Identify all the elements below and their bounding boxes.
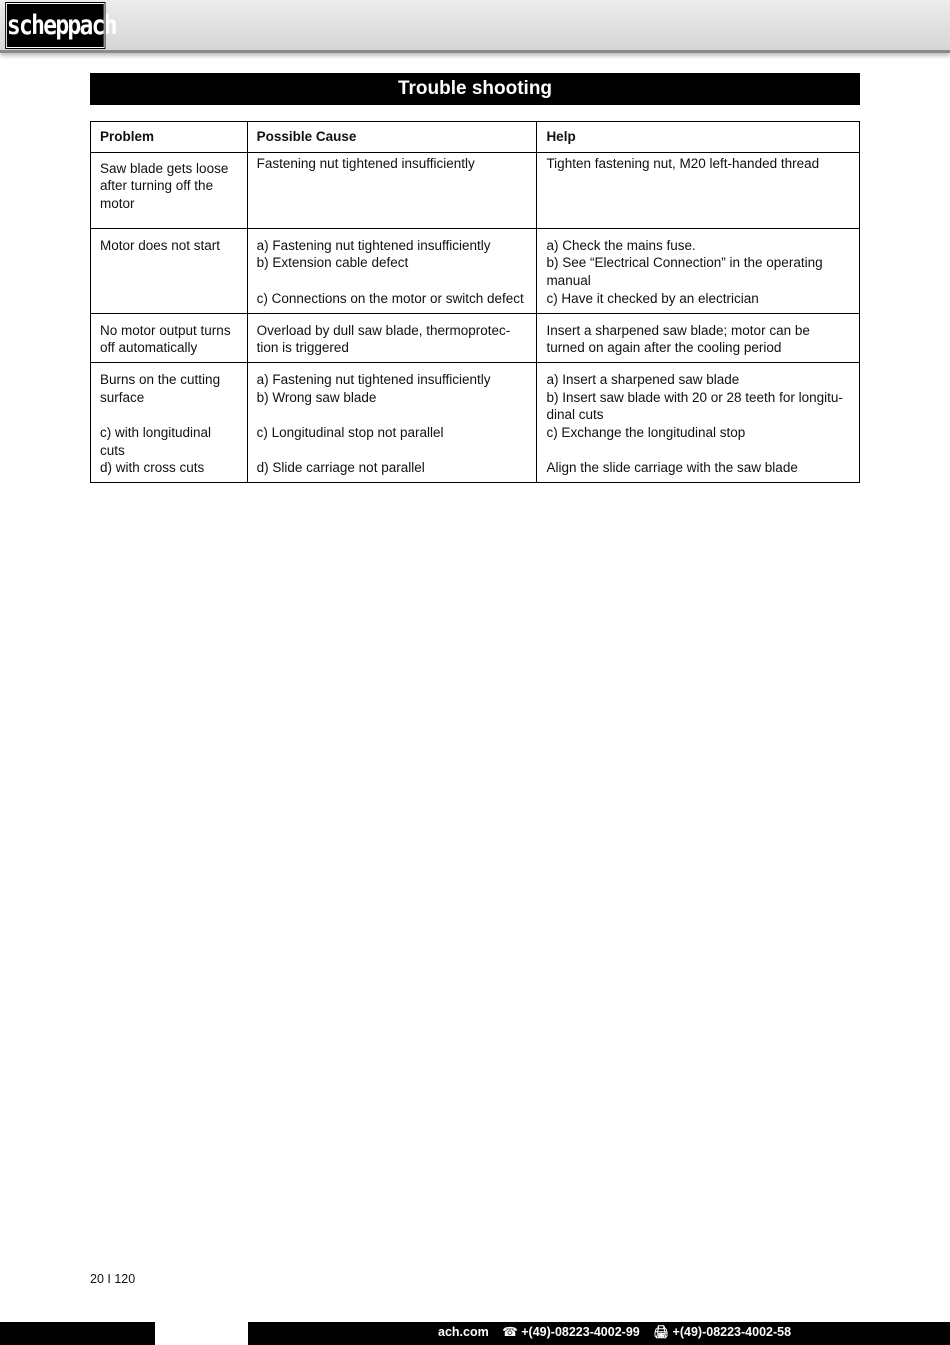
footer-contact	[438, 1322, 801, 1345]
header-help: Help	[537, 122, 860, 153]
cause-text-line: b) Wrong saw blade	[256, 389, 377, 405]
cell-problem	[91, 313, 248, 362]
cell-help	[537, 313, 860, 362]
cause-text-line: b) Extension cable defect	[256, 255, 409, 271]
problem-text-line: d) with cross cuts	[100, 460, 205, 476]
cell-problem	[91, 362, 248, 482]
cell-cause	[247, 313, 537, 362]
help-text-line: b) See “Electrical Connection” in the operating	[546, 255, 823, 271]
help-text-line: c) Have it checked by an electrician	[546, 290, 759, 306]
help-text-line: turned on again after the cooling period	[546, 340, 782, 356]
problem-text-line	[100, 406, 238, 424]
scheppach-logo: scheppach	[6, 3, 105, 48]
header-possible-cause: Possible Cause	[247, 122, 537, 153]
problem-text-line: after turning off the	[100, 178, 214, 194]
problem-text-line: No motor output turns	[100, 322, 231, 338]
table-row	[91, 362, 860, 482]
cell-help	[537, 362, 860, 482]
cause-text-line: Overload by dull saw blade, thermoprotec-	[256, 322, 511, 338]
cell-help	[537, 152, 860, 228]
cause-text-line	[257, 406, 528, 424]
table-row	[91, 313, 860, 362]
problem-text-line: off automatically	[100, 340, 198, 356]
table-row	[91, 228, 860, 313]
header-problem: Problem	[91, 122, 248, 153]
cause-text-line: tion is triggered	[256, 340, 349, 356]
cause-text-line: Fastening nut tightened insufficiently	[256, 155, 475, 171]
cause-text-line: d) Slide carriage not parallel	[256, 460, 425, 476]
cell-cause	[247, 228, 537, 313]
problem-text-line: motor	[100, 196, 135, 212]
cause-text-line	[257, 272, 528, 290]
help-text-line: dinal cuts	[546, 407, 604, 423]
cell-cause	[247, 362, 537, 482]
cell-problem	[91, 152, 248, 228]
help-text-line: Tighten fastening nut, M20 left-handed thread	[546, 155, 820, 171]
fax-number: 🖨 +(49)-08223-4002-58	[653, 1325, 792, 1339]
section-title: Trouble shooting	[90, 73, 860, 105]
page-footer	[0, 1322, 950, 1345]
page-number: 20 I 120	[90, 1272, 136, 1286]
cause-text-line: c) Longitudinal stop not parallel	[256, 425, 444, 441]
cause-text-line: c) Connections on the motor or switch defect	[256, 290, 524, 306]
problem-text-line: cuts	[100, 442, 125, 458]
help-text-line: b) Insert saw blade with 20 or 28 teeth for longitu-	[546, 389, 843, 405]
cell-problem	[91, 228, 248, 313]
problem-text-line: Burns on the cutting	[100, 371, 221, 387]
cause-text-line: a) Fastening nut tightened insufficiently	[256, 237, 491, 253]
problem-text-line: surface	[100, 389, 145, 405]
help-text-line: c) Exchange the longitudinal stop	[546, 425, 746, 441]
problem-text-line: Saw blade gets loose	[100, 160, 229, 176]
help-text-line: Insert a sharpened saw blade; motor can be	[546, 322, 810, 338]
cell-cause	[247, 152, 537, 228]
help-text-line: manual	[546, 273, 591, 289]
help-text-line: a) Insert a sharpened saw blade	[546, 371, 740, 387]
cell-help	[537, 228, 860, 313]
cause-text-line	[257, 442, 528, 460]
footer-gap	[155, 1322, 248, 1345]
problem-text-line: c) with longitudinal	[100, 425, 212, 441]
help-text-line	[546, 442, 850, 460]
table-header-row	[91, 122, 860, 153]
table-row	[91, 152, 860, 228]
problem-text-line: Motor does not start	[100, 237, 221, 253]
cause-text-line: a) Fastening nut tightened insufficiently	[256, 371, 491, 387]
help-text-line: Align the slide carriage with the saw blade	[546, 460, 798, 476]
phone-number: ☎ +(49)-08223-4002-99	[502, 1325, 640, 1339]
troubleshooting-table	[90, 121, 860, 483]
website-text: ach.com	[438, 1325, 489, 1339]
help-text-line: a) Check the mains fuse.	[546, 237, 696, 253]
page-header	[0, 0, 950, 53]
